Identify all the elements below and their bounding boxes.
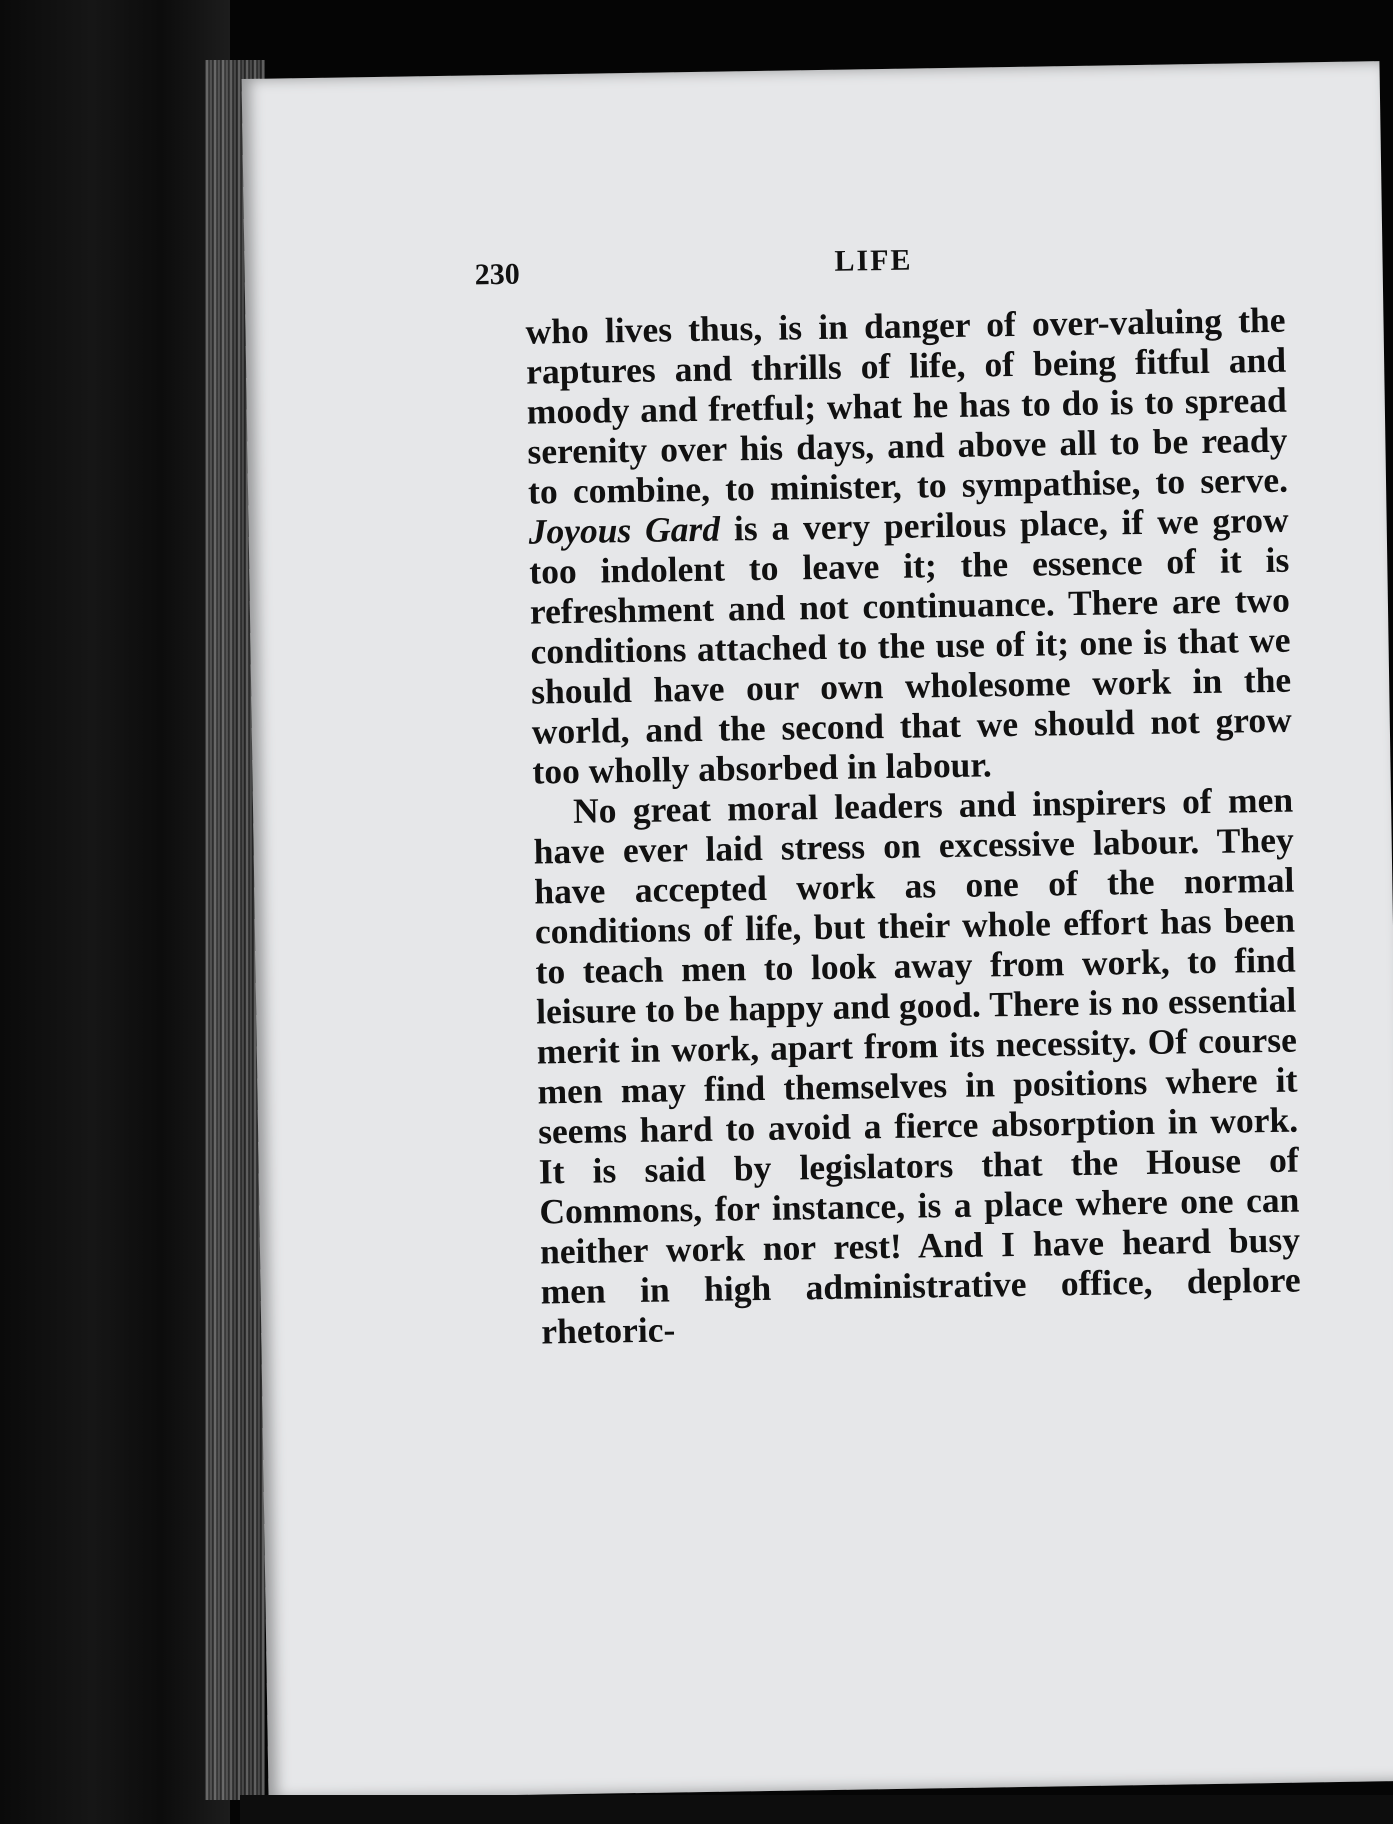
bottom-shadow	[240, 1795, 1393, 1824]
body-text	[525, 300, 1301, 1352]
paragraph-2: No great moral leaders and inspirers of men have ever laid stress on excessive labour. They have accepted work as one of the normal conditions of life, but their whole effort has been to teach men to look away from work, to find leisure to be happy and good. There is no essential merit in work, apart from its necessity. Of course men may find themselves in positions where it seems hard to avoid a fierce absorption in work. It is said by legislators that the House of Commons, for instance, is a place where one can neither work nor rest! And I have heard busy men in high administrative office, deplore rhetoric-	[533, 779, 1301, 1352]
page-number: 230	[474, 257, 520, 292]
page-content	[474, 238, 1301, 1352]
paragraph-1-text-a: who lives thus, is in danger of over-valuing the raptures and thrills of life, of being fitful and moody and fretful; what he has to do is to spread serenity over his days, and above all to be ready to combine, to minister, to sympathise, to serve.	[525, 299, 1289, 512]
running-head	[474, 238, 1285, 302]
italic-title: Joyous Gard	[528, 508, 721, 552]
book-page	[242, 61, 1393, 1799]
running-title: LIFE	[834, 243, 913, 278]
book-spine-shadow	[0, 0, 230, 1824]
paragraph-1-text-b: is a very perilous place, if we grow too indolent to leave it; the essence of it is refreshment and not continuance. There are two conditions attached to the use of it; one is that we should have our own wholesome work in the world, and the second that we should not grow too wholly absorbed in labour.	[529, 499, 1293, 792]
paragraph-1	[525, 300, 1292, 792]
